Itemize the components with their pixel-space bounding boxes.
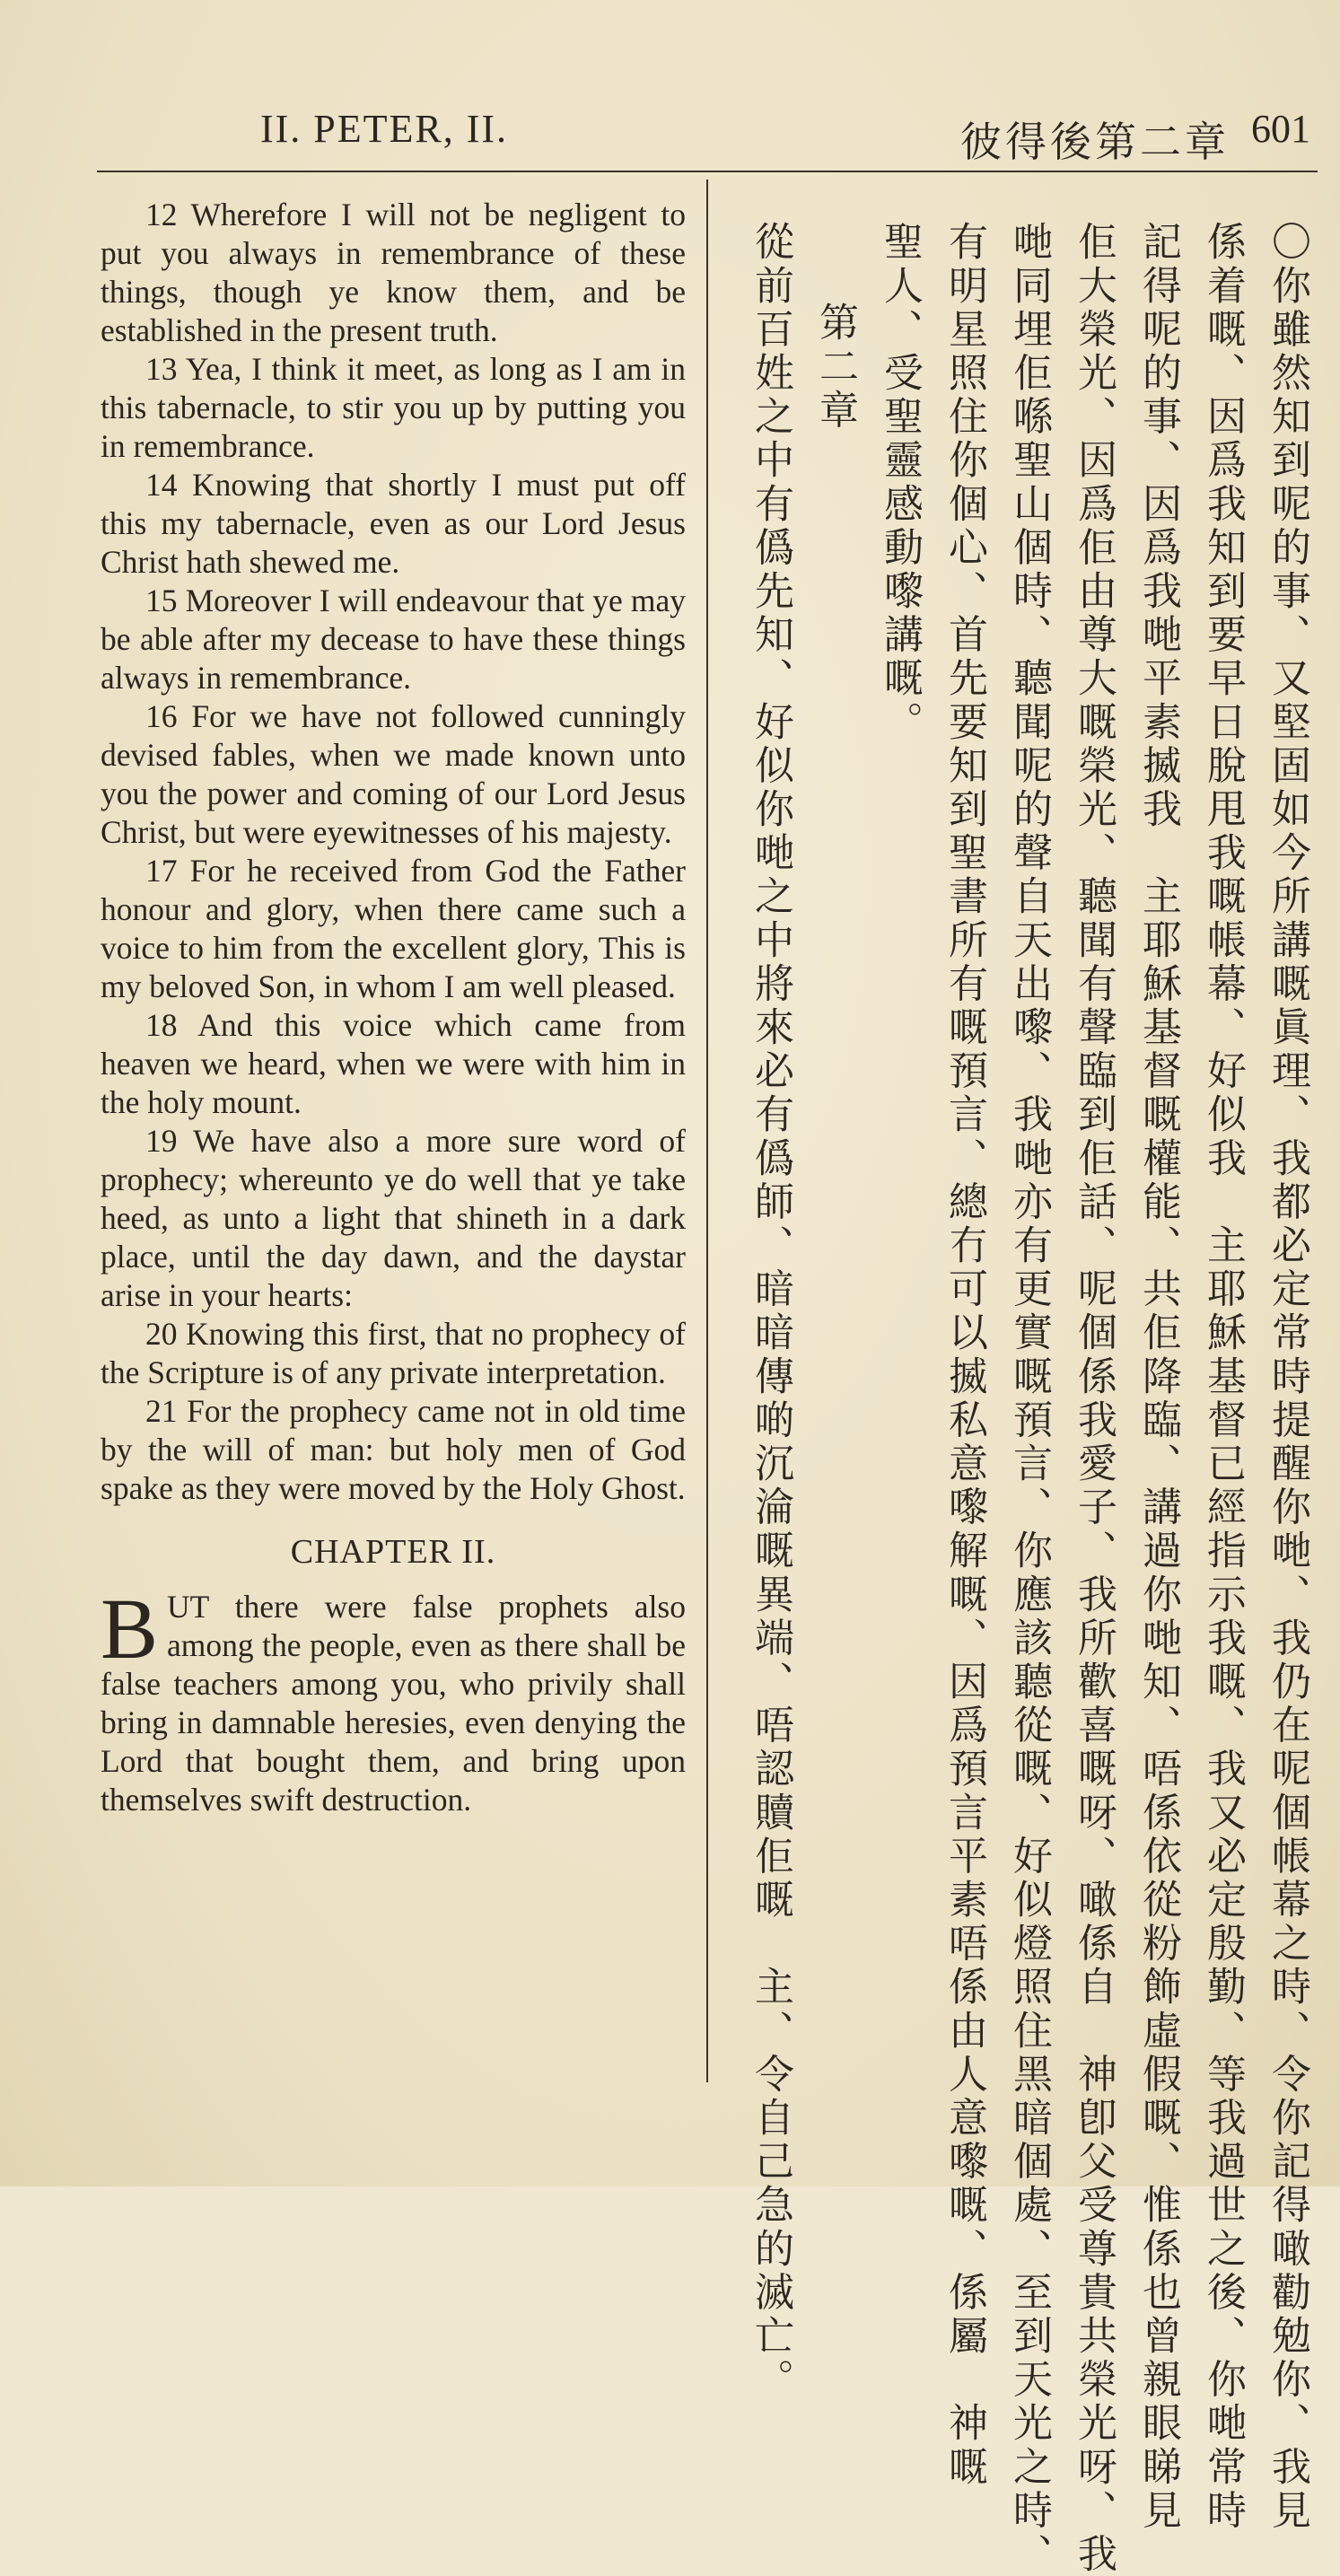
verse-16: 16 For we have not followed cunningly devised fables, when we made known unto you the power and coming of our Lord Jesus Christ, but were eyewitnesses of his majesty. [101, 698, 686, 850]
page-header [99, 106, 1310, 169]
chinese-text-column: 哋同埋佢喺聖山個時、聽聞呢的聲自天出嚟、我哋亦有更實嘅預言、你應該聽從嘅、好似燈照住黑暗個處、至到天光之時、 [1006, 221, 1052, 2576]
verse-14: 14 Knowing that shortly I must put off this my tabernacle, even as our Lord Jesus Christ hath shewed me. [101, 467, 686, 580]
dropcap-letter: B [101, 1581, 159, 1677]
english-column [101, 196, 686, 1819]
running-head-english: II. PETER, II. [260, 107, 509, 151]
page-number: 601 [1251, 107, 1310, 151]
verse-21: 21 For the prophecy came not in old time by the will of man: but holy men of God spake as they were moved by the Holy Ghost. [101, 1393, 686, 1506]
verse-19: 19 We have also a more sure word of prophecy; whereunto ye do well that ye take heed, as unto a light that shineth in a dark place, until the day dawn, and the daystar arise in your hearts: [101, 1123, 686, 1313]
chapter-heading: CHAPTER II. [290, 1533, 496, 1571]
verse-17: 17 For he received from God the Father honour and glory, when there came such a voice to him from the excellent glory, This is my beloved Son, in whom I am well pleased. [101, 853, 686, 1004]
chinese-text-column: 佢大榮光、因爲佢由尊大嘅榮光、聽聞有聲臨到佢話、呢個係我愛子、我所歡喜嘅呀、噉係自 神卽父受尊貴共榮光呀、我 [1071, 221, 1117, 2576]
verse-12: 12 Wherefore I will not be negligent to put you always in remembrance of these things, though ye know them, and be established in the present truth. [101, 197, 686, 348]
chinese-text-column: 係着嘅、因爲我知到要早日脫甩我嘅帳幕、好似我 主耶穌基督已經指示我嘅、我又必定殷勤、等我過世之後、你哋常時 [1200, 221, 1246, 2533]
chinese-text-column: 從前百姓之中有僞先知、好似你哋之中將來必有僞師、暗暗傳啲沉淪嘅異端、唔認贖佢嘅 主、令自己急的滅亡。 [748, 221, 793, 2402]
verse-20: 20 Knowing this first, that no prophecy of the Scripture is of any private interpretation. [101, 1316, 686, 1390]
chapter-2-verse-1: UT there were false prophets also among the people, even as there shall be false teachers among you, who privily shall bring in damnable heresies, even denying the Lord that bought them, and bring upon themselves swift destruction. [101, 1589, 686, 1818]
chinese-text-column: 有明星照住你個心、首先要知到聖書所有嘅預言、總冇可以揻私意嚟解嘅、因爲預言平素唔係由人意嚟嘅、係屬 神嘅 [942, 221, 987, 2490]
chapter-opening [101, 1581, 686, 1819]
chinese-text-column: 聖人、受聖靈感動嚟講嘅。 [877, 221, 923, 745]
chinese-text-column: 記得呢的事、因爲我哋平素揻我 主耶穌基督嘅權能、共佢降臨、講過你哋知、唔係依從粉飾虛假嘅、惟係也曾親眼睇見 [1135, 221, 1181, 2533]
chinese-column [734, 221, 1310, 2576]
verse-18: 18 And this voice which came from heaven we heard, when we were with him in the holy mount. [101, 1007, 686, 1120]
chinese-text-column: 〇你雖然知到呢的事、又堅固如今所講嘅眞理、我都必定常時提醒你哋、我仍在呢個帳幕之時、令你記得噉勸勉你、我見 [1265, 221, 1310, 2533]
header-rule [97, 171, 1318, 172]
column-divider [706, 180, 708, 2082]
verse-13: 13 Yea, I think it meet, as long as I am in this tabernacle, to stir you up by putting you in remembrance. [101, 351, 686, 464]
verse-15: 15 Moreover I will endeavour that ye may be able after my decease to have these things always in remembrance. [101, 583, 686, 696]
running-head-chinese: 彼得後第二章 [960, 118, 1230, 166]
chinese-chapter-heading: 第二章 [812, 302, 858, 433]
